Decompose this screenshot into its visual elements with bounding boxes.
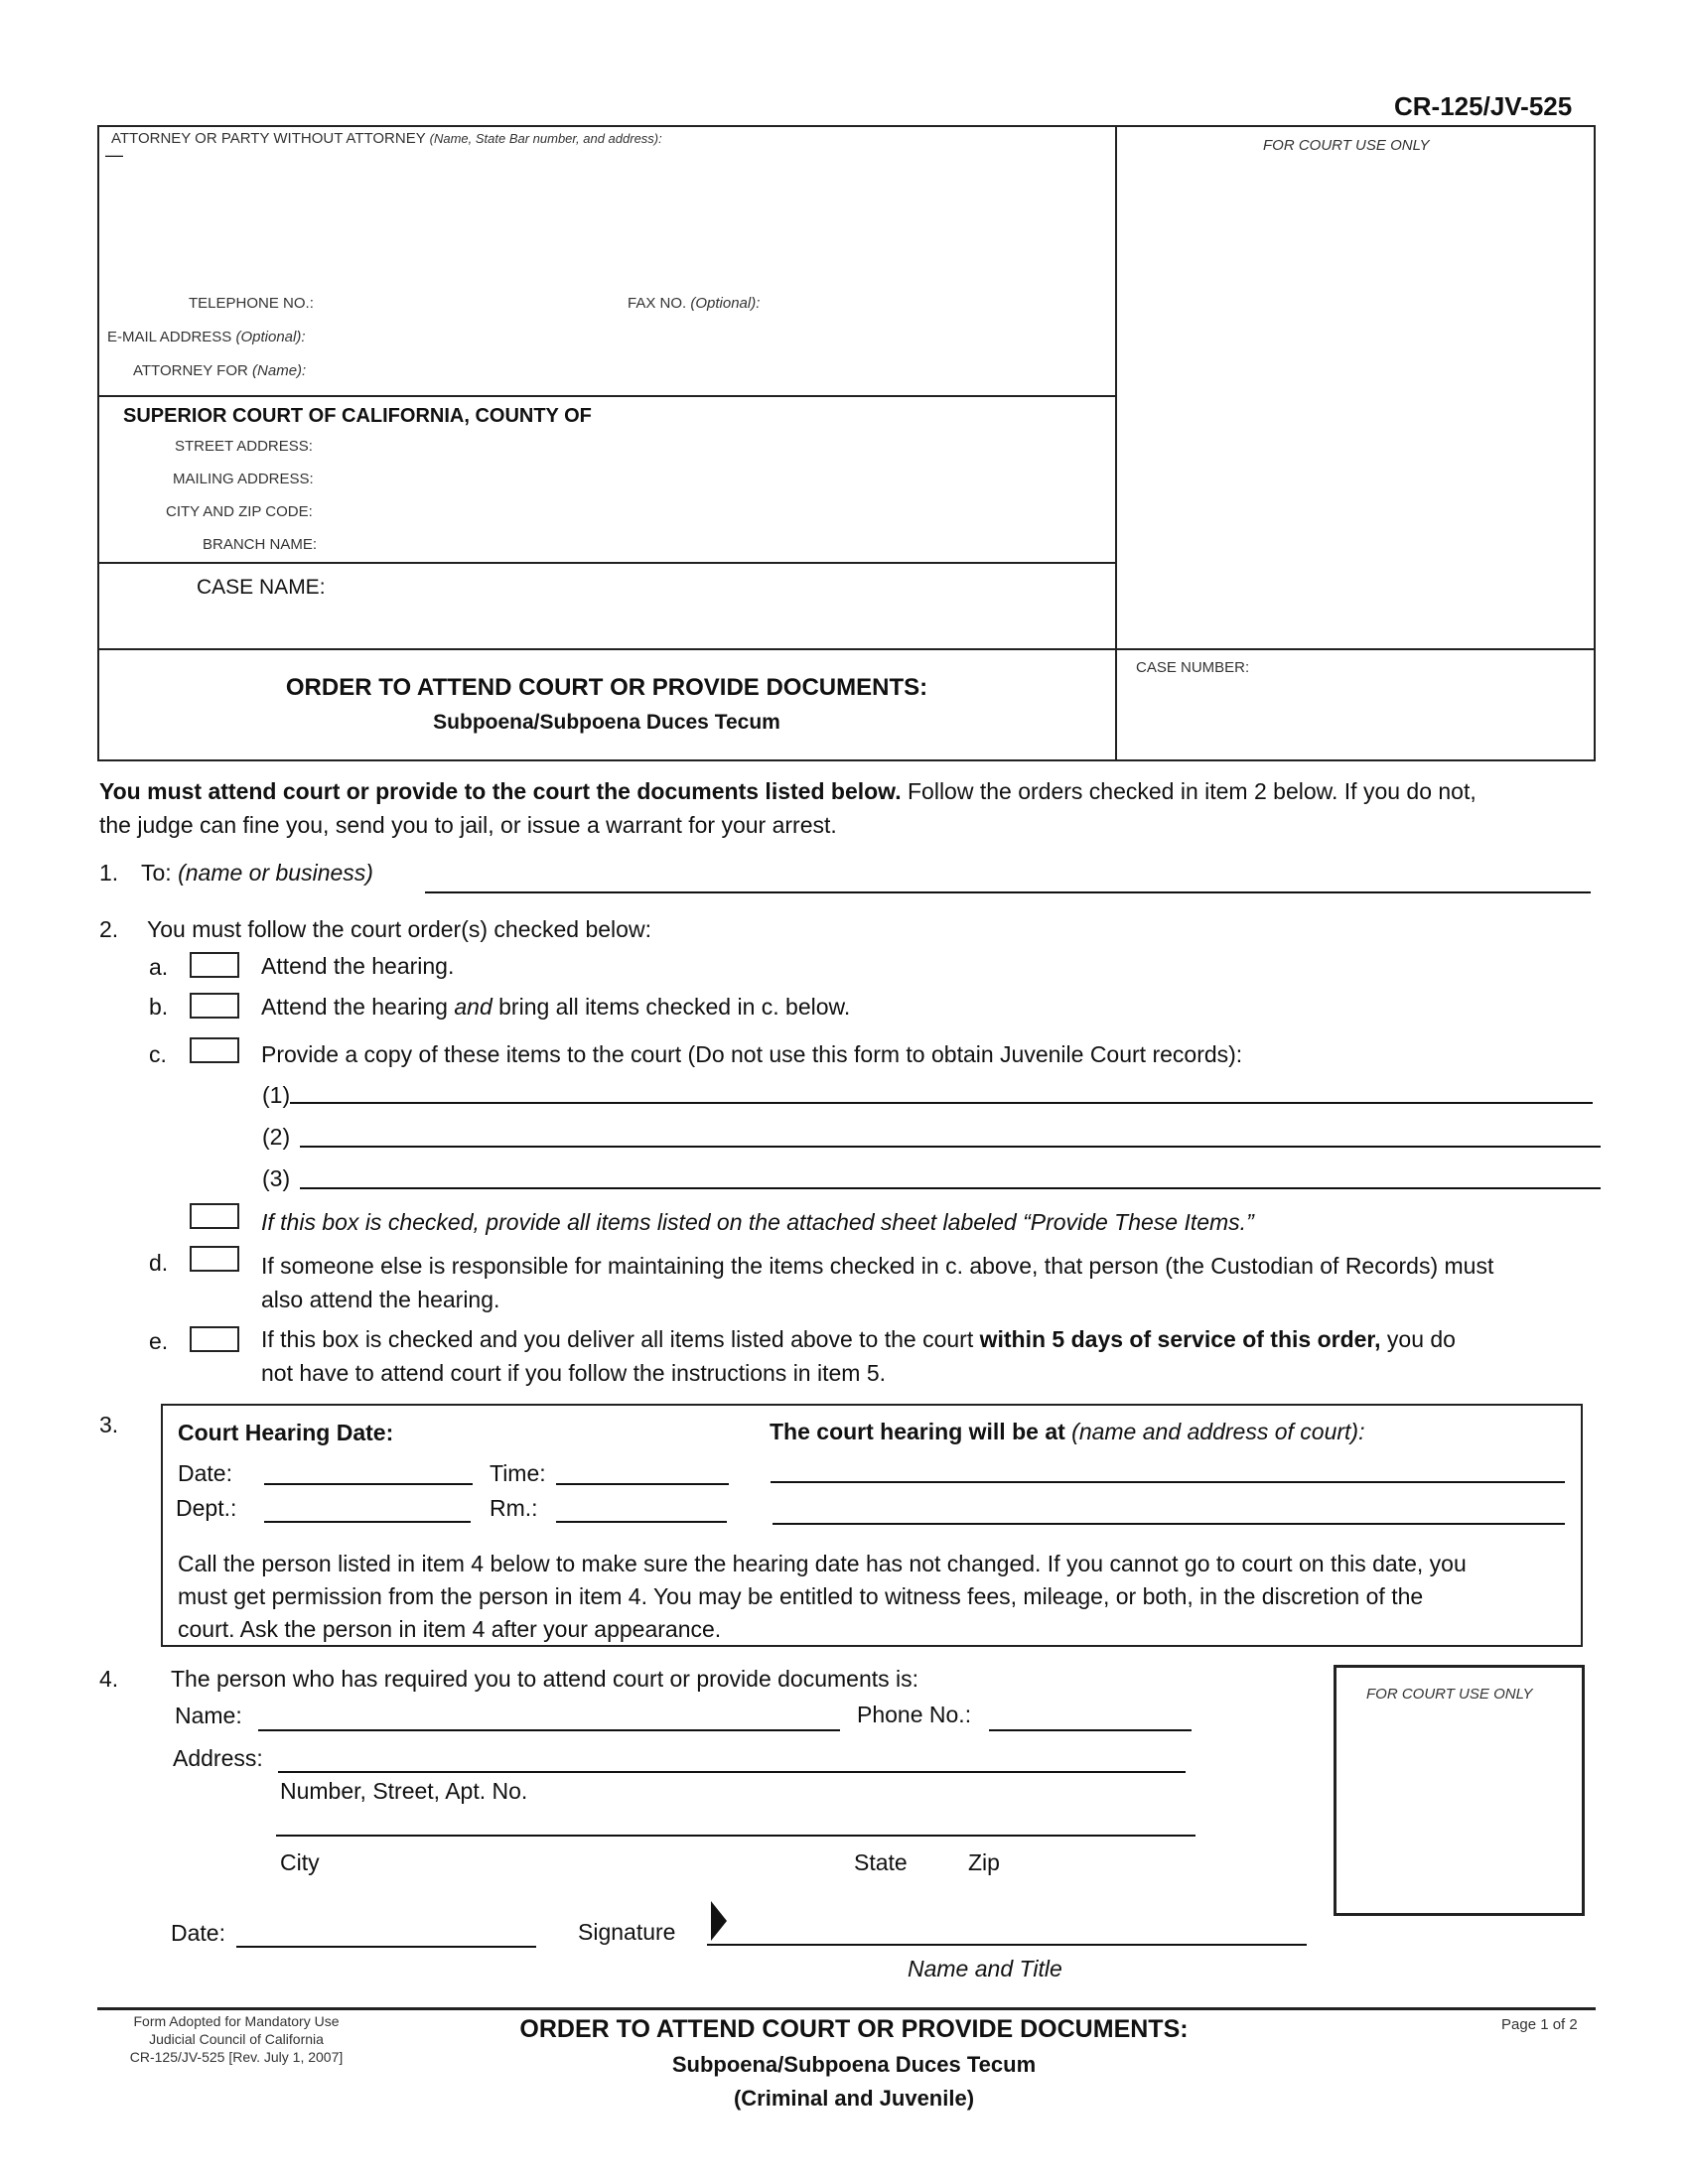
item2d-line1: If someone else is responsible for maintaining the items checked in c. above, that person (the Custodian of Records) must bbox=[261, 1253, 1494, 1279]
court-use-label-2: FOR COURT USE ONLY bbox=[1366, 1686, 1533, 1703]
hearing-date-field[interactable] bbox=[264, 1461, 473, 1485]
provide-items-checkbox[interactable] bbox=[190, 1037, 239, 1063]
zip-caption: Zip bbox=[968, 1849, 1000, 1875]
hearing-time-field[interactable] bbox=[556, 1461, 729, 1485]
rm-label: Rm.: bbox=[490, 1495, 538, 1521]
branch-name-label: BRANCH NAME: bbox=[203, 536, 318, 553]
footer-adopted: Form Adopted for Mandatory Use Judicial Council of California CR-125/JV-525 [Rev. July 1, 2007] bbox=[129, 2013, 344, 2065]
item1-number: 1. bbox=[99, 860, 119, 886]
rm-field[interactable] bbox=[556, 1499, 727, 1523]
phone-label: Phone No.: bbox=[857, 1702, 972, 1727]
attorney-for-label: ATTORNEY FOR (Name): bbox=[133, 362, 307, 379]
intro-line2: the judge can fine you, send you to jail, or issue a warrant for your arrest. bbox=[99, 812, 837, 838]
street-address-label: STREET ADDRESS: bbox=[175, 438, 313, 455]
item-c2-field[interactable] bbox=[300, 1126, 1601, 1148]
city-state-zip-field[interactable] bbox=[276, 1811, 1196, 1837]
item-c3-field[interactable] bbox=[300, 1167, 1601, 1189]
hearing-date-heading: Court Hearing Date: bbox=[178, 1420, 394, 1445]
email-label: E-MAIL ADDRESS (Optional): bbox=[107, 329, 306, 345]
telephone-label: TELEPHONE NO.: bbox=[189, 295, 314, 312]
form-title: ORDER TO ATTEND COURT OR PROVIDE DOCUMENTS: bbox=[285, 674, 928, 701]
footer-title: ORDER TO ATTEND COURT OR PROVIDE DOCUMENTS: bbox=[519, 2015, 1189, 2043]
court-use-label: FOR COURT USE ONLY bbox=[1263, 137, 1430, 154]
dept-label: Dept.: bbox=[176, 1495, 237, 1521]
name-title-caption: Name and Title bbox=[908, 1956, 1062, 1981]
item-c1-field[interactable] bbox=[290, 1082, 1593, 1104]
form-subtitle: Subpoena/Subpoena Duces Tecum bbox=[433, 711, 780, 734]
hearing-note-2: must get permission from the person in item 4. You may be entitled to witness fees, mileage, or both, in the discretion of the bbox=[178, 1583, 1424, 1609]
signature-field[interactable] bbox=[707, 1920, 1307, 1946]
item2b-letter: b. bbox=[149, 994, 169, 1020]
item2b-text: Attend the hearing and bring all items checked in c. below. bbox=[261, 994, 851, 1020]
footer-subtitle-2: (Criminal and Juvenile) bbox=[733, 2086, 975, 2111]
item2a-letter: a. bbox=[149, 954, 169, 980]
attend-hearing-checkbox[interactable] bbox=[190, 952, 239, 978]
attached-sheet-text: If this box is checked, provide all items listed on the attached sheet labeled “Provide These Items.” bbox=[261, 1209, 1254, 1235]
street-field[interactable] bbox=[278, 1747, 1186, 1773]
item3-number: 3. bbox=[99, 1412, 119, 1437]
item2e-letter: e. bbox=[149, 1328, 169, 1354]
requester-name-field[interactable] bbox=[258, 1706, 840, 1731]
fax-label: FAX NO. (Optional): bbox=[628, 295, 761, 312]
superior-court-label: SUPERIOR COURT OF CALIFORNIA, COUNTY OF bbox=[123, 405, 592, 427]
item4-number: 4. bbox=[99, 1666, 119, 1692]
case-name-label: CASE NAME: bbox=[197, 576, 326, 599]
name-label: Name: bbox=[175, 1703, 242, 1728]
address-label: Address: bbox=[173, 1745, 263, 1771]
dept-field[interactable] bbox=[264, 1499, 471, 1523]
signature-date-label: Date: bbox=[171, 1920, 225, 1946]
footer-rule bbox=[97, 2007, 1596, 2010]
intro-line1: You must attend court or provide to the court the documents listed below. Follow the orders checked in item 2 below. If you do not, bbox=[99, 778, 1477, 804]
item-c1-label: (1) bbox=[262, 1082, 291, 1108]
court-name-field[interactable] bbox=[771, 1459, 1565, 1483]
item2c-letter: c. bbox=[149, 1041, 167, 1067]
form-number: CR-125/JV-525 bbox=[1394, 91, 1573, 121]
item2d-letter: d. bbox=[149, 1250, 169, 1276]
item2d-line2: also attend the hearing. bbox=[261, 1287, 500, 1312]
hearing-note-3: court. Ask the person in item 4 after your appearance. bbox=[178, 1616, 722, 1642]
signature-date-field[interactable] bbox=[236, 1922, 536, 1948]
to-name-field[interactable] bbox=[425, 864, 1591, 893]
state-caption: State bbox=[854, 1849, 908, 1875]
attorney-field[interactable]: — bbox=[105, 145, 123, 165]
item2e-line1: If this box is checked and you deliver all items listed above to the court within 5 days of service of this order, you do bbox=[261, 1326, 1456, 1352]
city-caption: City bbox=[280, 1849, 320, 1875]
court-address-field[interactable] bbox=[773, 1501, 1565, 1525]
hearing-location-heading: The court hearing will be at (name and address of court): bbox=[770, 1419, 1365, 1444]
item2-number: 2. bbox=[99, 916, 119, 942]
item1-label: To: (name or business) bbox=[141, 860, 373, 886]
phone-field[interactable] bbox=[989, 1706, 1192, 1731]
item2-label: You must follow the court order(s) checked below: bbox=[147, 916, 651, 942]
signature-label: Signature bbox=[578, 1919, 676, 1945]
deliver-items-checkbox[interactable] bbox=[190, 1326, 239, 1352]
footer-subtitle: Subpoena/Subpoena Duces Tecum bbox=[671, 2052, 1037, 2077]
date-label: Date: bbox=[178, 1460, 232, 1486]
item-c3-label: (3) bbox=[262, 1165, 291, 1191]
street-caption: Number, Street, Apt. No. bbox=[280, 1778, 528, 1804]
item2e-line2: not have to attend court if you follow the instructions in item 5. bbox=[261, 1360, 887, 1386]
time-label: Time: bbox=[490, 1460, 546, 1486]
attorney-label: ATTORNEY OR PARTY WITHOUT ATTORNEY (Name, State Bar number, and address): bbox=[111, 130, 662, 147]
item2c-text: Provide a copy of these items to the court (Do not use this form to obtain Juvenile Court records): bbox=[261, 1041, 1243, 1067]
case-number-label: CASE NUMBER: bbox=[1136, 659, 1250, 676]
item4-label: The person who has required you to attend court or provide documents is: bbox=[171, 1666, 919, 1692]
item2a-text: Attend the hearing. bbox=[261, 953, 455, 979]
attached-sheet-checkbox[interactable] bbox=[190, 1203, 239, 1229]
attend-and-bring-checkbox[interactable] bbox=[190, 993, 239, 1019]
item-c2-label: (2) bbox=[262, 1124, 291, 1150]
mailing-address-label: MAILING ADDRESS: bbox=[173, 471, 314, 487]
page-number: Page 1 of 2 bbox=[1501, 2016, 1578, 2033]
hearing-note-1: Call the person listed in item 4 below to make sure the hearing date has not changed. If you cannot go to court on this date, you bbox=[178, 1551, 1467, 1576]
city-zip-label: CITY AND ZIP CODE: bbox=[166, 503, 313, 520]
custodian-checkbox[interactable] bbox=[190, 1246, 239, 1272]
